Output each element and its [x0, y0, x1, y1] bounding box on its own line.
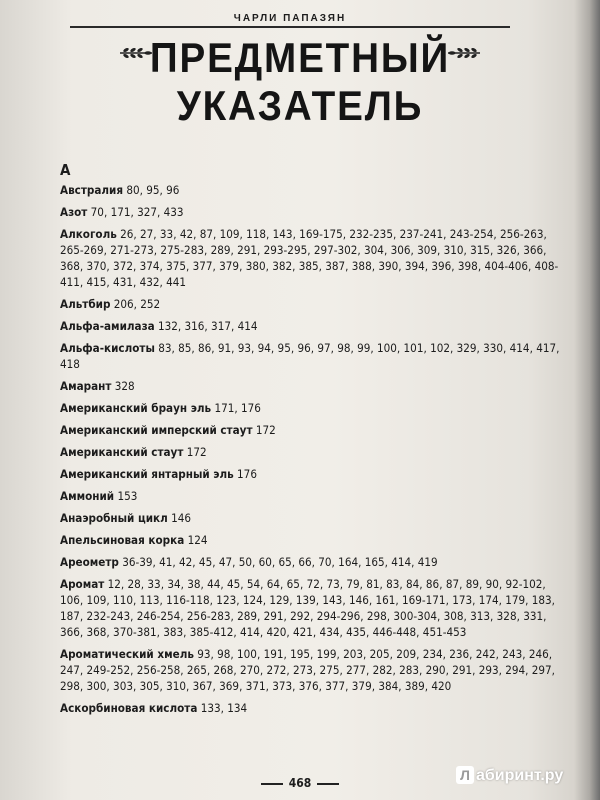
index-pages: 171, 176 — [214, 401, 261, 415]
index-pages: 93, 98, 100, 191, 195, 199, 203, 205, 209, 234, 236, 242, 243, 246, 247, 249-252, 256-258, 265, 268, 270, 272, 273, 275, 277, 282, 283, 290, 291, 293, 294, 297, 298, 300, 303, 305, 310, 367, 369, 371, 373, 376, 377, 379, 384, 389, 420 — [60, 647, 555, 693]
index-entry — [60, 204, 568, 220]
index-entry — [60, 576, 568, 640]
index-term: Американский браун эль — [60, 401, 212, 415]
index-entry — [60, 646, 568, 694]
index-pages: 176 — [237, 467, 257, 481]
index-term: Аромат — [60, 577, 105, 591]
index-entry — [60, 296, 568, 312]
index-entry — [60, 400, 568, 416]
index-pages: 206, 252 — [113, 297, 161, 311]
index-pages: 80, 95, 96 — [126, 183, 180, 197]
index-term: Американский стаут — [60, 445, 184, 459]
index-pages: 12, 28, 33, 34, 38, 44, 45, 54, 64, 65, 72, 73, 79, 81, 83, 84, 86, 87, 89, 90, 92-102, 106, 109, 110, 113, 116-118, 123, 124, 129, 139, 143, 146, 161, 169-171, 173, 174, 179, 183, 187, 232-243, 246-254, 256-283, 289, 291, 292, 294-296, 298, 300-304, 308, 313, 328, 331, 366, 368, 370-381, 383, 385-412, 414, 420, 421, 434, 435, 446-448, 451-453 — [60, 577, 555, 639]
index-entry — [60, 318, 568, 334]
index-pages: 153 — [117, 489, 138, 503]
index-entry — [60, 378, 568, 394]
index-term: Американский имперский стаут — [60, 423, 253, 437]
index-entry — [60, 422, 568, 438]
index-term: Австралия — [60, 183, 124, 197]
index-term: Альтбир — [60, 297, 111, 311]
index-entries — [60, 182, 568, 716]
footer-dash-left — [261, 783, 283, 785]
footer-dash-right — [317, 783, 339, 785]
index-pages: 172 — [186, 445, 207, 459]
index-pages: 36-39, 41, 42, 45, 47, 50, 60, 65, 66, 70, 164, 165, 414, 419 — [122, 555, 438, 569]
index-term: Анаэробный цикл — [60, 511, 168, 525]
page-title — [24, 34, 576, 130]
index-term: Ароматический хмель — [60, 647, 194, 661]
title-line-1: ПРЕДМЕТНЫЙ — [149, 34, 451, 81]
watermark-logo — [456, 766, 563, 785]
header-author: ЧАРЛИ ПАПАЗЯН — [233, 13, 347, 24]
index-pages: 146 — [171, 511, 191, 525]
watermark-badge: Л — [456, 766, 474, 784]
index-pages: 133, 134 — [200, 701, 248, 715]
index-pages: 26, 27, 33, 42, 87, 109, 118, 143, 169-175, 232-235, 237-241, 243-254, 256-263, 265-269, 271-273, 275-283, 289, 291, 293-295, 297-302, 304, 306, 309, 310, 315, 326, 366, 368, 370, 372, 374, 375, 377, 379, 380, 382, 385, 387, 388, 390, 394, 396, 398, 404-406, 408-411, 415, 431, 432, 441 — [60, 227, 559, 289]
index-entry — [60, 226, 568, 290]
index-entry — [60, 554, 568, 570]
index-pages: 328 — [114, 379, 135, 393]
index-term: Азот — [60, 205, 88, 219]
index-entry — [60, 488, 568, 504]
index-term: Алкоголь — [60, 227, 117, 241]
index-term: Ареометр — [60, 555, 119, 569]
index-entry — [60, 510, 568, 526]
index-pages: 124 — [187, 533, 208, 547]
index-entry — [60, 340, 568, 372]
index-term: Американский янтарный эль — [60, 467, 234, 481]
index-content — [60, 160, 568, 722]
index-entry — [60, 466, 568, 482]
index-term: Альфа-кислоты — [60, 341, 155, 355]
index-pages: 70, 171, 327, 433 — [90, 205, 184, 219]
index-term: Апельсиновая корка — [60, 533, 185, 547]
index-entry — [60, 182, 568, 198]
section-letter: А — [60, 161, 71, 179]
page-edge-shadow — [574, 0, 600, 800]
title-line-2: УКАЗАТЕЛЬ — [176, 82, 424, 129]
index-term: Аскорбиновая кислота — [60, 701, 198, 715]
index-pages: 132, 316, 317, 414 — [158, 319, 258, 333]
index-pages: 172 — [255, 423, 276, 437]
index-entry — [60, 700, 568, 716]
index-entry — [60, 532, 568, 548]
page-number: 468 — [288, 776, 312, 790]
index-term: Аммоний — [60, 489, 115, 503]
index-entry — [60, 444, 568, 460]
index-term: Амарант — [60, 379, 112, 393]
running-header — [70, 6, 510, 28]
watermark-text: абиринт.ру — [476, 767, 564, 784]
index-term: Альфа-амилаза — [60, 319, 155, 333]
index-pages: 83, 85, 86, 91, 93, 94, 95, 96, 97, 98, 99, 100, 101, 102, 329, 330, 414, 417, 418 — [60, 341, 560, 371]
